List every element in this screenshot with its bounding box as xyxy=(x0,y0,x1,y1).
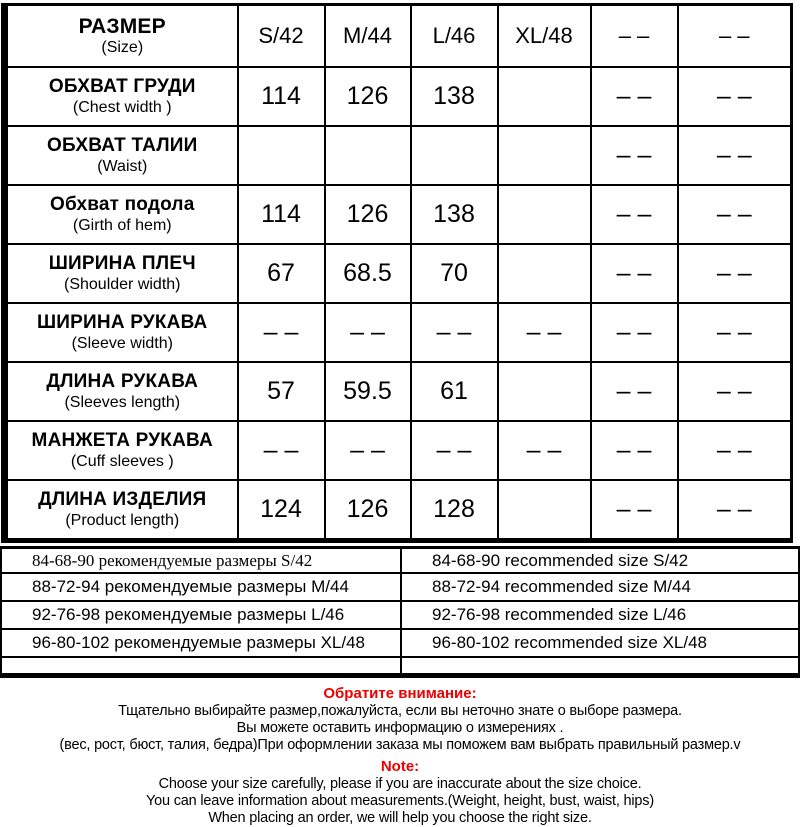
cell-value: – – xyxy=(411,303,498,362)
cell-value: – – xyxy=(591,244,678,303)
empty-cell xyxy=(401,657,799,676)
cell-value: – – xyxy=(591,126,678,185)
cell-value: – – xyxy=(591,362,678,421)
cell-value: 138 xyxy=(411,185,498,244)
note-russian xyxy=(0,685,800,754)
empty-cell xyxy=(1,657,401,676)
cell-value xyxy=(411,126,498,185)
note-english xyxy=(0,758,800,827)
table-row-hem-girth xyxy=(5,185,792,244)
cell-value: – – xyxy=(678,362,792,421)
note-english-line: When placing an order, we will help you choose the right size. xyxy=(208,810,592,826)
row-label-cell xyxy=(5,421,238,480)
row-label-ru: ШИРИНА ПЛЕЧ xyxy=(48,253,196,274)
row-label-ru: МАНЖЕТА РУКАВА xyxy=(31,430,213,451)
cell-value: 126 xyxy=(325,185,411,244)
row-label-ru: ОБХВАТ ТАЛИИ xyxy=(47,135,198,156)
cell-value: – – xyxy=(238,303,325,362)
cell-value: 114 xyxy=(238,185,325,244)
column-header-dash-1: – – xyxy=(591,5,678,68)
cell-value: 128 xyxy=(411,480,498,541)
row-label-en: (Chest width ) xyxy=(72,99,172,116)
row-label-en: (Shoulder width) xyxy=(64,276,181,293)
note-russian-line: Тщательно выбирайте размер,пожалуйста, если вы неточно знате о выборе размера. xyxy=(118,703,682,719)
table-row-cuff xyxy=(5,421,792,480)
recommended-en: 92-76-98 recommended size L/46 xyxy=(401,601,799,629)
row-label-en: (Product length) xyxy=(65,512,180,529)
cell-value xyxy=(498,362,591,421)
cell-value: – – xyxy=(678,480,792,541)
cell-value: – – xyxy=(678,303,792,362)
cell-value xyxy=(238,126,325,185)
header-size-label-cell xyxy=(5,5,238,68)
cell-value: – – xyxy=(591,480,678,541)
cell-value: – – xyxy=(591,303,678,362)
cell-value xyxy=(498,480,591,541)
note-english-heading: Note: xyxy=(380,758,420,775)
row-label-en: (Waist) xyxy=(97,158,148,175)
cell-value: 68.5 xyxy=(325,244,411,303)
row-label-ru: Обхват подола xyxy=(50,194,195,215)
size-chart-page xyxy=(0,3,800,826)
column-header-xl48: XL/48 xyxy=(498,5,591,68)
recommended-en: 84-68-90 recommended size S/42 xyxy=(401,548,799,574)
cell-value: 67 xyxy=(238,244,325,303)
cell-value: 114 xyxy=(238,67,325,126)
recommended-ru: 96-80-102 рекомендуемые размеры XL/48 xyxy=(1,629,401,657)
cell-value xyxy=(498,126,591,185)
cell-value: 70 xyxy=(411,244,498,303)
column-header-l46: L/46 xyxy=(411,5,498,68)
cell-value: 61 xyxy=(411,362,498,421)
header-label-ru: РАЗМЕР xyxy=(78,14,166,38)
row-label-en: (Sleeve width) xyxy=(71,335,173,352)
recommended-row-m44 xyxy=(1,573,799,601)
note-english-line: Choose your size carefully, please if you are inaccurate about the size choice. xyxy=(158,776,642,792)
recommended-row-xl48 xyxy=(1,629,799,657)
cell-value xyxy=(325,126,411,185)
recommended-row-empty xyxy=(1,657,799,676)
cell-value: 59.5 xyxy=(325,362,411,421)
table-row-product-length xyxy=(5,480,792,541)
row-label-cell xyxy=(5,244,238,303)
row-label-en: (Sleeves length) xyxy=(64,394,181,411)
recommended-sizes-table xyxy=(0,546,800,678)
cell-value: 138 xyxy=(411,67,498,126)
cell-value: 124 xyxy=(238,480,325,541)
cell-value: 126 xyxy=(325,480,411,541)
cell-value: – – xyxy=(678,244,792,303)
cell-value: 126 xyxy=(325,67,411,126)
row-label-en: (Girth of hem) xyxy=(72,217,172,234)
table-header-row xyxy=(5,5,792,68)
recommended-row-s42 xyxy=(1,548,799,574)
note-russian-heading: Обратите внимание: xyxy=(323,685,477,702)
recommended-ru: 84-68-90 рекомендуемые размеры S/42 xyxy=(1,548,401,574)
row-label-en: (Cuff sleeves ) xyxy=(70,453,174,470)
recommended-ru: 92-76-98 рекомендуемые размеры L/46 xyxy=(1,601,401,629)
cell-value: – – xyxy=(591,185,678,244)
row-label-cell xyxy=(5,480,238,541)
cell-value: – – xyxy=(325,303,411,362)
table-row-sleeve-width xyxy=(5,303,792,362)
row-label-cell xyxy=(5,126,238,185)
cell-value: – – xyxy=(325,421,411,480)
note-russian-line: (вес, рост, бюст, талия, бедра)При оформлении заказа мы поможем вам выбрать правильный размер.v xyxy=(59,737,741,753)
row-label-ru: ДЛИНА РУКАВА xyxy=(46,371,199,392)
recommended-en: 96-80-102 recommended size XL/48 xyxy=(401,629,799,657)
column-header-m44: M/44 xyxy=(325,5,411,68)
table-row-waist xyxy=(5,126,792,185)
cell-value: – – xyxy=(678,126,792,185)
note-english-line: You can leave information about measurements.(Weight, height, bust, waist, hips) xyxy=(146,793,654,809)
note-russian-line: Вы можете оставить информацию о измерениях . xyxy=(236,720,564,736)
cell-value: – – xyxy=(678,185,792,244)
row-label-cell xyxy=(5,303,238,362)
table-row-sleeve-length xyxy=(5,362,792,421)
cell-value: – – xyxy=(591,421,678,480)
row-label-cell xyxy=(5,362,238,421)
column-header-dash-2: – – xyxy=(678,5,792,68)
row-label-ru: ОБХВАТ ГРУДИ xyxy=(48,76,196,97)
column-header-s42: S/42 xyxy=(238,5,325,68)
cell-value xyxy=(498,185,591,244)
row-label-cell xyxy=(5,67,238,126)
recommended-en: 88-72-94 recommended size M/44 xyxy=(401,573,799,601)
row-label-ru: ШИРИНА РУКАВА xyxy=(37,312,208,333)
size-chart-table xyxy=(1,3,793,543)
table-row-shoulder-width xyxy=(5,244,792,303)
cell-value: 57 xyxy=(238,362,325,421)
cell-value: – – xyxy=(678,67,792,126)
row-label-cell xyxy=(5,185,238,244)
table-row-chest-width xyxy=(5,67,792,126)
cell-value: – – xyxy=(591,67,678,126)
header-label-en: (Size) xyxy=(101,38,144,56)
cell-value: – – xyxy=(238,421,325,480)
recommended-row-l46 xyxy=(1,601,799,629)
row-label-ru: ДЛИНА ИЗДЕЛИЯ xyxy=(38,489,207,510)
cell-value: – – xyxy=(411,421,498,480)
cell-value xyxy=(498,244,591,303)
cell-value xyxy=(498,67,591,126)
cell-value: – – xyxy=(498,303,591,362)
cell-value: – – xyxy=(678,421,792,480)
cell-value: – – xyxy=(498,421,591,480)
recommended-ru: 88-72-94 рекомендуемые размеры M/44 xyxy=(1,573,401,601)
